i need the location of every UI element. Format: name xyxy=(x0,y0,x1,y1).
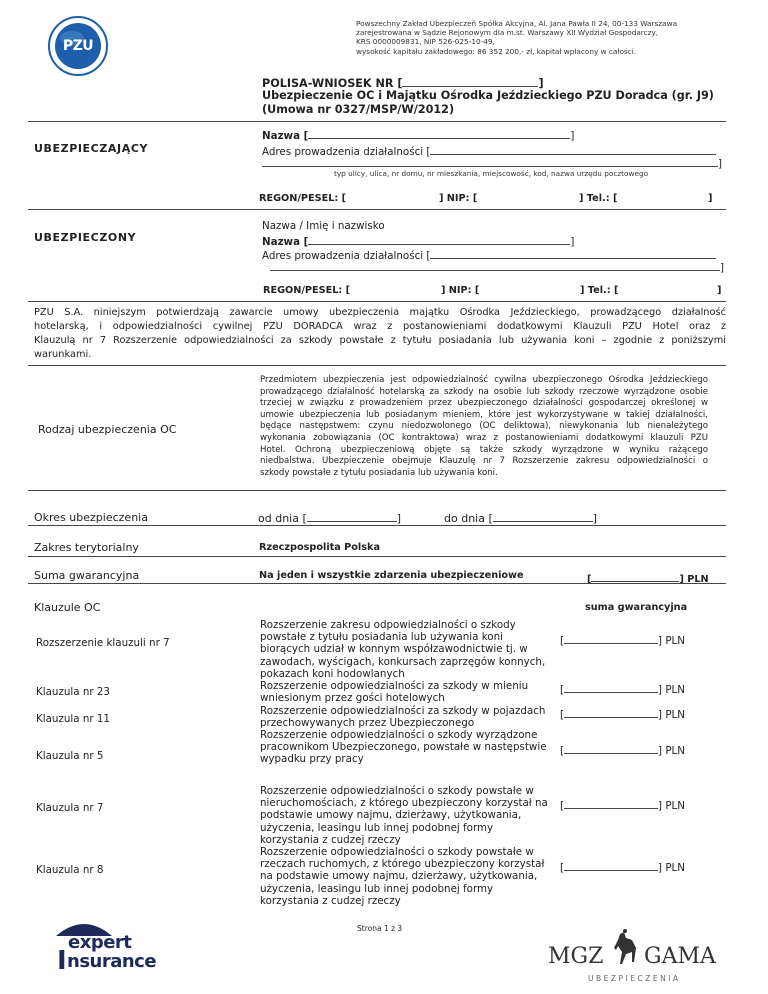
bracket: ] xyxy=(538,77,544,90)
bracket: [ xyxy=(560,635,565,647)
clause-amount xyxy=(560,859,685,874)
rodzaj-line: Przedmiotem ubezpieczenia jest odpowiedzialność cywilna ubezpieczonego Ośrodka Jeździeckiego xyxy=(260,375,708,385)
clause-line: pracownikom Ubezpieczonego, powstałe w następstwie xyxy=(260,741,547,754)
bracket: ] xyxy=(592,512,598,525)
bracket: ] xyxy=(708,193,713,204)
clause-amount xyxy=(560,797,685,812)
expert-i-letter: I xyxy=(57,946,67,976)
clause-line: Rozszerzenie odpowiedzialności o szkody wyrządzone xyxy=(260,729,538,741)
divider xyxy=(28,121,726,122)
ubezpieczajacy-nip xyxy=(439,193,477,205)
ubezpieczajacy-address-row2 xyxy=(262,155,722,170)
clause-name: Rozszerzenie klauzuli nr 7 xyxy=(36,637,170,649)
clause-line: zawodach, wyścigach, konkursach zaprzęgów konnych, xyxy=(260,655,546,668)
clause-line: na podstawie umowy najmu, dzierżawy, użytkowania, xyxy=(260,870,538,883)
section-label-ubezpieczony: UBEZPIECZONY xyxy=(34,231,137,244)
currency-label: ] PLN xyxy=(658,745,685,757)
bracket: [ xyxy=(560,800,565,812)
address-label: Adres prowadzenia działalności [ xyxy=(262,250,431,262)
ubezpieczony-address-field-2[interactable] xyxy=(270,259,720,271)
name-label: Nazwa [ xyxy=(262,130,309,142)
clause-line: Rozszerzenie zakresu odpowiedzialności o szkody xyxy=(260,619,516,631)
suma-label: Suma gwarancyjna xyxy=(34,569,140,582)
ubezpieczajacy-name-field[interactable] xyxy=(308,127,570,139)
tel-label: ] Tel.: [ xyxy=(580,285,619,296)
date-to-field[interactable] xyxy=(493,510,593,522)
company-header-line: KRS 0000009831, NIP 526-025-10-49, xyxy=(356,37,495,47)
ubezpieczajacy-address-field-2[interactable] xyxy=(262,155,718,167)
clause-line: korzystania z cudzej rzeczy xyxy=(260,894,401,907)
clause-name: Klauzula nr 8 xyxy=(36,864,104,876)
ubezpieczajacy-tel xyxy=(579,193,617,205)
clause-name: Klauzula nr 5 xyxy=(36,750,104,762)
clause-amount-field[interactable] xyxy=(564,797,658,809)
expert-text: expert xyxy=(68,932,132,953)
mgz-gama-logo xyxy=(548,926,728,986)
clause-line: powstałe z tytułu posiadania lub używania koni xyxy=(260,631,503,644)
ubezpieczony-tel xyxy=(580,285,618,297)
currency-label: ] PLN xyxy=(658,684,685,696)
company-header xyxy=(356,19,677,56)
clause-line: Rozszerzenie odpowiedzialności o szkody powstałe w xyxy=(260,785,534,797)
rodzaj-line: szkody powstałe z tytułu posiadania lub używania koni. xyxy=(260,467,498,478)
clause-line: Rozszerzenie odpowiedzialności za szkody w pojazdach xyxy=(260,705,546,717)
clause-amount-field[interactable] xyxy=(564,632,658,644)
clause-text xyxy=(260,785,565,846)
divider xyxy=(28,525,726,526)
confirmation-line: hotelarską, i odpowiedzialności cywilnej PZU DORADCA wraz z postanowieniami dodatkowymi Klauzuli PZU Hotel oraz z xyxy=(34,321,726,332)
divider xyxy=(28,556,726,557)
clause-line: wypadku przy pracy xyxy=(260,753,364,766)
clause-line: użyczenia, leasingu lub innej podobnej formy xyxy=(260,882,494,895)
clause-amount-field[interactable] xyxy=(564,681,658,693)
pzu-logo xyxy=(48,16,108,76)
currency-label: ] PLN xyxy=(658,800,685,812)
clause-line: wniesionym przez gości hotelowych xyxy=(260,692,445,705)
ubezpieczony-address-field[interactable] xyxy=(430,247,716,259)
clause-text xyxy=(260,680,565,705)
pzu-logo-text: PZU xyxy=(62,38,94,54)
clause-text xyxy=(260,729,565,766)
confirmation-text xyxy=(34,306,726,362)
rodzaj-line: niedbalstwa. Ubezpieczenie obejmuje Klauzulę nr 7 Rozszerzenie zakresu odpowiedzialności o xyxy=(260,456,708,467)
clause-amount xyxy=(560,742,685,757)
rodzaj-text xyxy=(260,375,708,479)
bracket: ] xyxy=(718,158,723,170)
clause-line: biorących udział w konnym współzawodnictwie tj. w xyxy=(260,643,528,656)
expert-insurance-logo xyxy=(54,918,174,982)
suma-amount-field[interactable] xyxy=(591,570,679,582)
policy-number-field[interactable] xyxy=(402,75,538,87)
clause-amount-field[interactable] xyxy=(564,706,658,718)
clause-amount xyxy=(560,706,685,721)
clause-line: pokazach koni hodowlanych xyxy=(260,667,405,680)
currency-label: ] PLN xyxy=(658,862,685,874)
page-number: Strona 1 z 3 xyxy=(357,924,403,933)
insurance-text: nsurance xyxy=(67,951,157,972)
clause-line: użyczenia, leasingu lub innej podobnej formy xyxy=(260,821,494,834)
ubezpieczajacy-name-row xyxy=(262,127,574,142)
divider xyxy=(28,365,726,366)
ubezpieczony-ids-row xyxy=(263,285,350,297)
clause-line: korzystania z cudzej rzeczy xyxy=(260,833,401,846)
horse-rider-icon xyxy=(610,928,644,968)
bracket: ] xyxy=(720,262,725,274)
bracket: [ xyxy=(587,574,592,585)
ubezpieczony-nip xyxy=(441,285,479,297)
ubezpieczony-name-row xyxy=(262,233,574,248)
ubezpieczajacy-ids-row xyxy=(259,193,346,205)
nip-label: ] NIP: [ xyxy=(439,193,478,204)
divider xyxy=(28,583,726,584)
sum-header: suma gwarancyjna xyxy=(585,602,688,613)
company-header-line: Powszechny Zakład Ubezpieczeń Spółka Akcyjna, Al. Jana Pawła II 24, 00-133 Warszawa xyxy=(356,19,678,28)
clause-line: Rozszerzenie odpowiedzialności za szkody w mieniu xyxy=(260,680,529,692)
regon-label: REGON/PESEL: [ xyxy=(263,285,351,296)
bracket: [ xyxy=(560,745,565,757)
ubezpieczony-name-field[interactable] xyxy=(308,233,570,245)
currency-label: ] PLN xyxy=(658,635,685,647)
nip-label: ] NIP: [ xyxy=(441,285,480,296)
gama-text: GAMA xyxy=(644,944,716,969)
okres-to xyxy=(444,510,597,525)
rodzaj-line: Hotel. Ochroną ubezpieczeniową objęte są także szkody wyrządzone w wyniku rażącego xyxy=(260,444,708,455)
currency-label: ] PLN xyxy=(679,574,709,585)
clause-amount xyxy=(560,681,685,696)
clause-text xyxy=(260,705,565,730)
bracket: [ xyxy=(560,862,565,874)
title-policy-number-label: POLISA-WNIOSEK NR [ xyxy=(262,77,403,90)
clause-line: przechowywanych przez Ubezpieczonego xyxy=(260,717,475,730)
bracket: ] xyxy=(396,512,402,525)
clause-amount xyxy=(560,632,685,647)
clause-line: Rozszerzenie odpowiedzialności o szkody powstałe w xyxy=(260,846,534,858)
divider xyxy=(28,301,726,302)
klauzule-label: Klauzule OC xyxy=(34,601,101,614)
suma-desc: Na jeden i wszystkie zdarzenia ubezpieczeniowe xyxy=(259,570,524,581)
bracket: [ xyxy=(560,684,565,696)
clause-name: Klauzula nr 23 xyxy=(36,686,110,698)
bracket: ] xyxy=(570,130,575,142)
rodzaj-line: będące następstwem: czynu niedozwolonego (OC deliktowa), niewykonania lub nienależytego xyxy=(260,421,708,432)
confirmation-line: Klauzulą nr 7 Rozszerzenie odpowiedzialności za szkody powstałe z tytułu posiadania lub używania koni – zgodnie z poniższymi xyxy=(34,335,726,346)
mgz-text: MGZ xyxy=(548,944,604,969)
ubezpieczony-name-hint: Nazwa / Imię i nazwisko xyxy=(262,220,385,232)
ubezpieczenia-text: UBEZPIECZENIA xyxy=(588,974,681,983)
ubezpieczony-address-row2 xyxy=(270,259,724,274)
rodzaj-line: umowie ubezpieczenia lub posiadanym mieniem, które jest wykorzystywane w takiej działalności, xyxy=(260,409,708,420)
rodzaj-line: prowadzącego działalność hotelarską za szkody na osobie lub szkody rzeczowe wyrządzone osobie xyxy=(260,386,708,397)
clause-text xyxy=(260,846,565,907)
to-label: do dnia [ xyxy=(444,512,493,525)
date-from-field[interactable] xyxy=(307,510,397,522)
zakres-label: Zakres terytorialny xyxy=(34,541,139,554)
clause-line: nieruchomościach, z którego ubezpieczony korzystał na xyxy=(260,797,548,810)
clause-name: Klauzula nr 7 xyxy=(36,802,104,814)
company-header-line: zarejestrowana w Sądzie Rejonowym dla m.st. Warszawy XII Wydział Gospodarczy, xyxy=(356,28,659,38)
address-hint: typ ulicy, ulica, nr domu, nr mieszkania, miejscowość, kod, nazwa urzędu pocztowego xyxy=(334,169,649,178)
confirmation-line: warunkami. xyxy=(34,349,92,360)
divider xyxy=(28,209,726,210)
currency-label: ] PLN xyxy=(658,709,685,721)
from-label: od dnia [ xyxy=(258,512,307,525)
clause-line: podstawie umowy najmu, dzierżawy, użytkowania, xyxy=(260,809,522,822)
bracket: ] xyxy=(570,236,575,248)
address-label: Adres prowadzenia działalności [ xyxy=(262,146,431,158)
okres-from xyxy=(258,510,401,525)
rodzaj-line: wykonania zobowiązania (OC kontraktowa) wraz z postanowieniami dodatkowymi klauzuli PZU xyxy=(260,432,708,443)
clause-text xyxy=(260,619,565,680)
confirmation-line: PZU S.A. niniejszym potwierdzają zawarcie umowy ubezpieczenia majątku Ośrodka Jeździeckiego, prowadzącego działalność xyxy=(34,307,726,318)
clause-amount-field[interactable] xyxy=(564,742,658,754)
rodzaj-label: Rodzaj ubezpieczenia OC xyxy=(38,423,177,436)
bracket: ] xyxy=(717,285,722,296)
zakres-value: Rzeczpospolita Polska xyxy=(259,542,380,553)
regon-label: REGON/PESEL: [ xyxy=(259,193,347,204)
clause-line: rzeczach ruchomych, z którego ubezpieczony korzystał xyxy=(260,858,545,871)
bracket: [ xyxy=(560,709,565,721)
name-label: Nazwa [ xyxy=(262,236,309,248)
title-line3: (Umowa nr 0327/MSP/W/2012) xyxy=(262,103,455,116)
tel-label: ] Tel.: [ xyxy=(579,193,618,204)
ubezpieczajacy-address-field[interactable] xyxy=(430,143,716,155)
section-label-ubezpieczajacy: UBEZPIECZAJĄCY xyxy=(34,142,149,155)
divider xyxy=(28,490,726,491)
title-line2: Ubezpieczenie OC i Majątku Ośrodka Jeździeckiego PZU Doradca (gr. J9) xyxy=(262,89,714,102)
clause-name: Klauzula nr 11 xyxy=(36,713,110,725)
company-header-line: wysokość kapitału zakładowego: 86 352 200,- zł, kapitał wpłacony w całości. xyxy=(356,46,637,56)
rodzaj-line: trzeciej w związku z prowadzeniem przez ubezpieczonego działalności gospodarczej określonej w xyxy=(260,398,708,409)
clause-amount-field[interactable] xyxy=(564,859,658,871)
okres-label: Okres ubezpieczenia xyxy=(34,511,148,524)
